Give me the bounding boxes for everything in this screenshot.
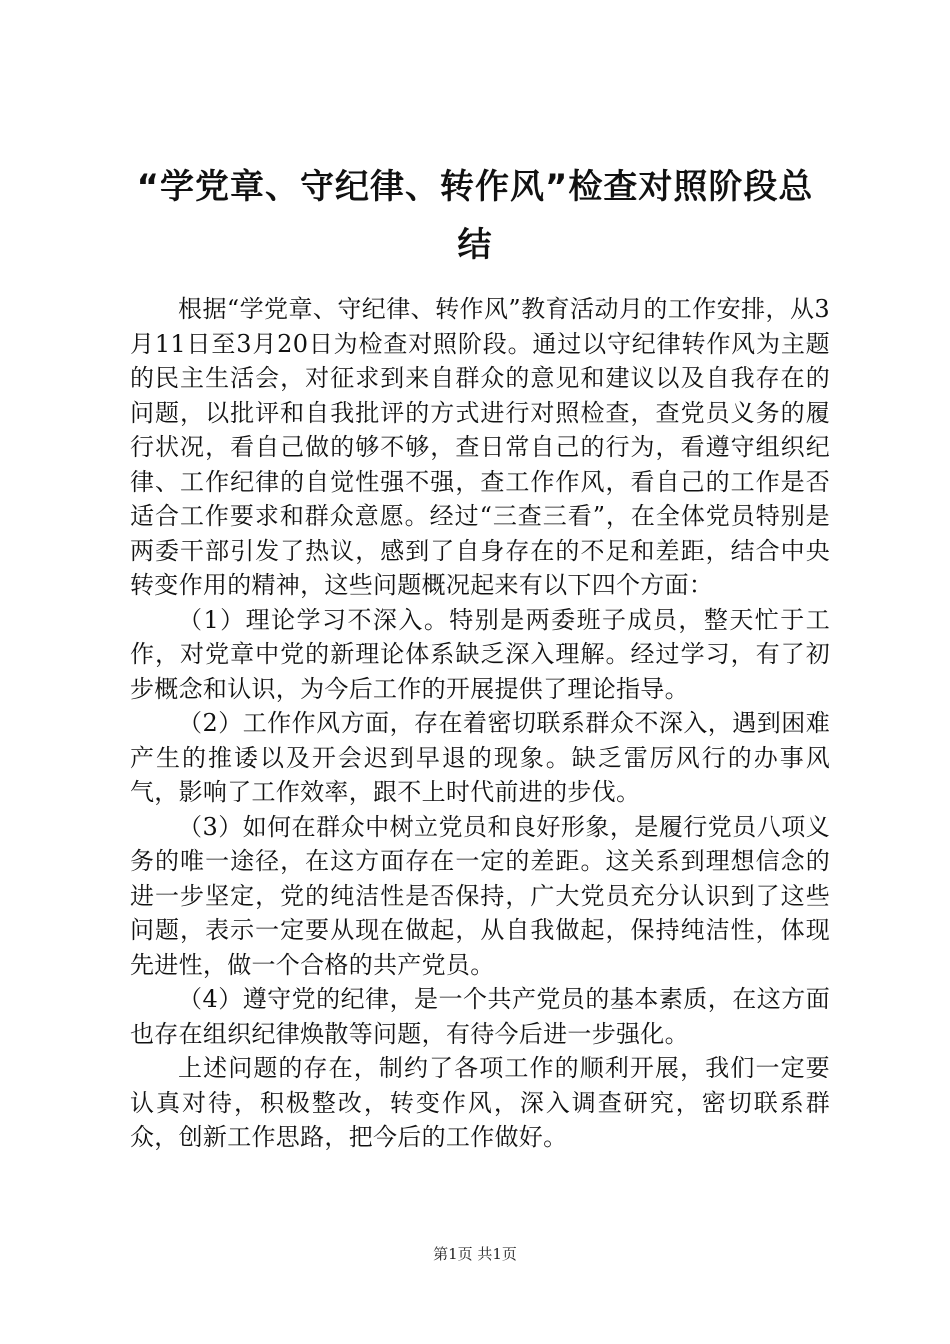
paragraph-item-2: （2）工作作风方面，存在着密切联系群众不深入，遇到困难产生的推诿以及开会迟到早退的现象。缺乏雷厉风行的办事风气，影响了工作效率，跟不上时代前进的步伐。: [130, 709, 830, 806]
paragraph-item-3: （3）如何在群众中树立党员和良好形象，是履行党员八项义务的唯一途径，在这方面存在一定的差距。这关系到理想信念的进一步坚定，党的纯洁性是否保持，广大党员充分认识到了这些问题，表示一定要从现在做起，从自我做起，保持纯洁性，体现先进性，做一个合格的共产党员。: [130, 812, 830, 979]
document-body: [130, 292, 830, 1155]
paragraph-intro: 根据“学党章、守纪律、转作风”教育活动月的工作安排，从3月11日至3月20日为检查对照阶段。通过以守纪律转作风为主题的民主生活会，对征求到来自群众的意见和建议以及自我存在的问题，以批评和自我批评的方式进行对照检查，查党员义务的履行状况，看自己做的够不够，查日常自己的行为，看遵守组织纪律、工作纪律的自觉性强不强，查工作作风，看自己的工作是否适合工作要求和群众意愿。经过“三查三看”，在全体党员特别是两委干部引发了热议，感到了自身存在的不足和差距，结合中央转变作用的精神，这些问题概况起来有以下四个方面：: [130, 295, 830, 599]
paragraph-conclusion: 上述问题的存在，制约了各项工作的顺利开展，我们一定要认真对待，积极整改，转变作风，深入调查研究，密切联系群众，创新工作思路，把今后的工作做好。: [130, 1054, 830, 1151]
paragraph-item-1: （1）理论学习不深入。特别是两委班子成员，整天忙于工作，对党章中党的新理论体系缺乏深入理解。经过学习，有了初步概念和认识，为今后工作的开展提供了理论指导。: [130, 605, 830, 703]
paragraph-item-4: （4）遵守党的纪律，是一个共产党员的基本素质，在这方面也存在组织纪律焕散等问题，有待今后进一步强化。: [130, 985, 830, 1048]
page-number-footer: 第1页 共1页: [433, 1245, 517, 1263]
document-title: “学党章、守纪律、转作风”检查对照阶段总结: [136, 167, 814, 265]
